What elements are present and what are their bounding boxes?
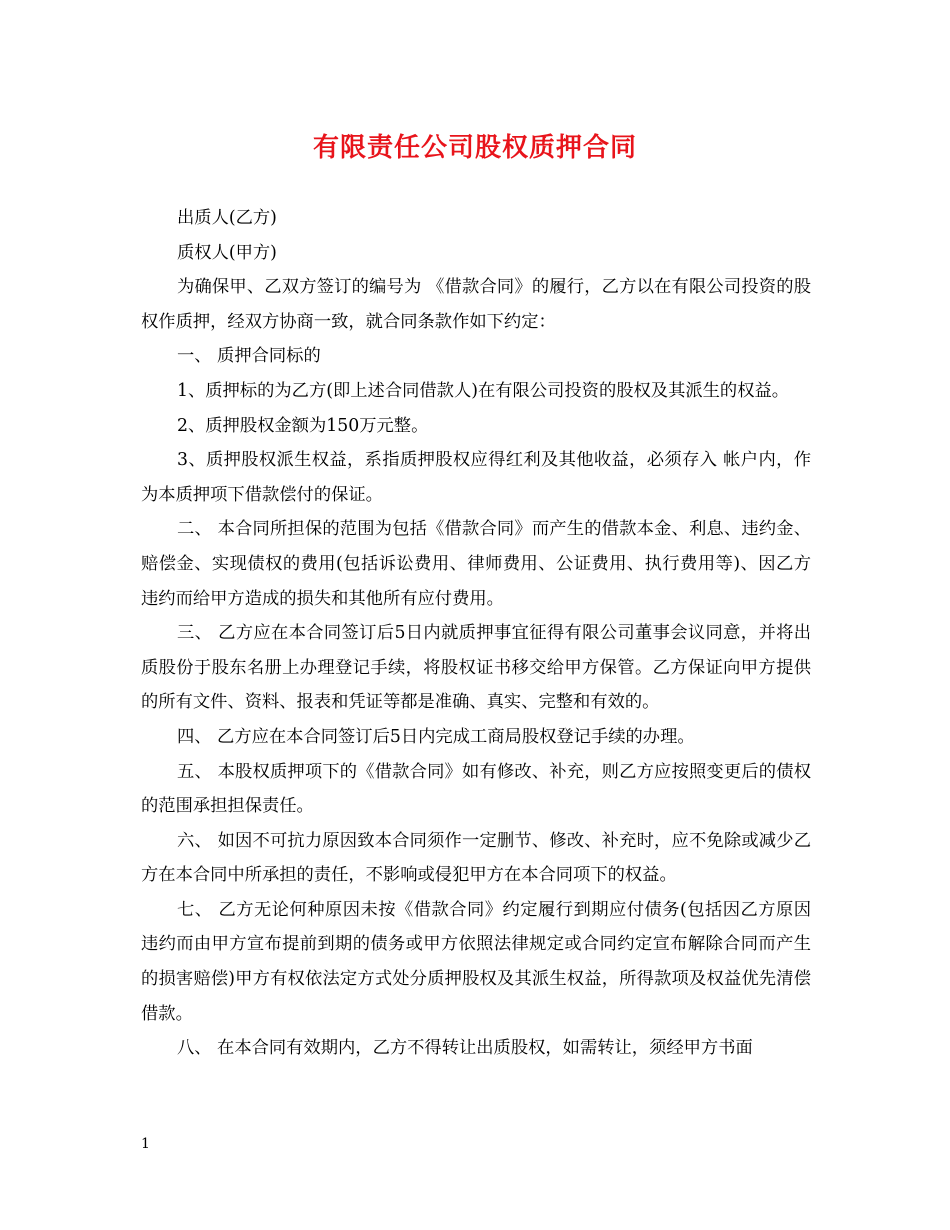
- clause-1-3: 3、质押股权派生权益，系指质押股权应得红利及其他收益，必须存入 帐户内，作为本质押项下借款偿付的保证。: [141, 450, 811, 505]
- document-title: 有限责任公司股权质押合同: [312, 133, 637, 163]
- section-heading-1: 一、 质押合同标的: [177, 346, 321, 367]
- paragraph-pledgor: 出质人(乙方): [177, 208, 277, 228]
- section-6: 六、 如因不可抗力原因致本合同须作一定删节、修改、补充时，应不免除或减少乙方在本合同中所承担的责任，不影响或侵犯甲方在本合同项下的权益。: [141, 830, 811, 886]
- section-7: 七、 乙方无论何种原因未按《借款合同》约定履行到期应付债务(包括因乙方原因违约而由甲方宣布提前到期的债务或甲方依照法律规定或合同约定宣布解除合同而产生的损害赔偿)甲方有权依法定方式处分质押股权及其派生权益，所得款项及权益优先清偿借款。: [141, 899, 811, 1024]
- section-2: 二、 本合同所担保的范围为包括《借款合同》而产生的借款本金、利息、违约金、赔偿金、实现债权的费用(包括诉讼费用、律师费用、公证费用、执行费用等)、因乙方违约而给甲方造成的损失和其他所有应付费用。: [141, 519, 811, 609]
- clause-1-1: 1、质押标的为乙方(即上述合同借款人)在有限公司投资的股权及其派生的权益。: [177, 380, 790, 401]
- clause-1-2: 2、质押股权金额为150万元整。: [177, 415, 429, 436]
- section-4: 四、 乙方应在本合同签订后5日内完成工商局股权登记手续的办理。: [177, 726, 695, 747]
- section-5: 五、 本股权质押项下的《借款合同》如有修改、补充，则乙方应按照变更后的债权的范围承担担保责任。: [141, 761, 811, 817]
- paragraph-preamble: 为确保甲、乙双方签订的编号为 《借款合同》的履行，乙方以在有限公司投资的股权作质押，经双方协商一致，就合同条款作如下约定：: [141, 277, 811, 332]
- section-8: 八、 在本合同有效期内，乙方不得转让出质股权，如需转让，须经甲方书面: [177, 1038, 753, 1059]
- document-body: [141, 201, 811, 1066]
- section-3: 三、 乙方应在本合同签订后5日内就质押事宜征得有限公司董事会议同意，并将出质股份于股东名册上办理登记手续，将股权证书移交给甲方保管。乙方保证向甲方提供的所有文件、资料、报表和凭证等都是准确、真实、完整和有效的。: [141, 623, 811, 713]
- paragraph-pledgee: 质权人(甲方): [177, 242, 277, 263]
- page-number: 1: [141, 1136, 150, 1152]
